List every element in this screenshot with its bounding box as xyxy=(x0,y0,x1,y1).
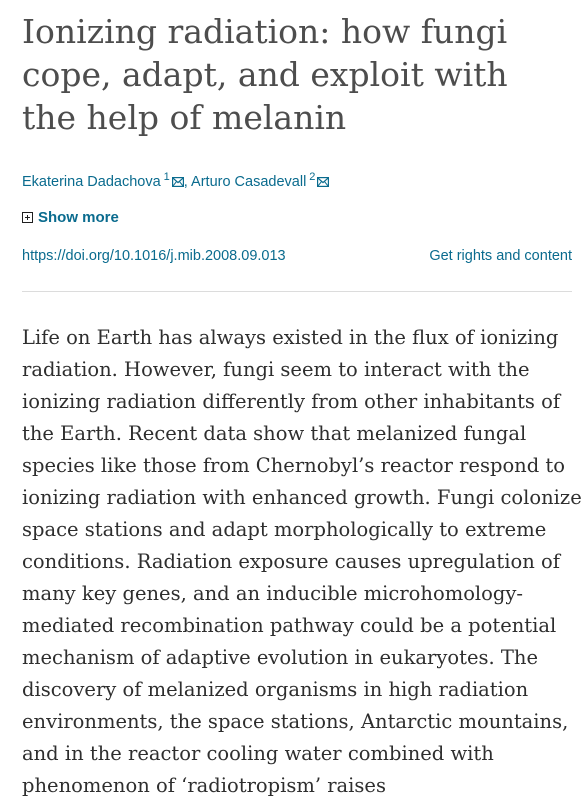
affiliation-marker: 2 xyxy=(309,171,316,184)
doi-link[interactable]: https://doi.org/10.1016/j.mib.2008.09.013 xyxy=(22,248,286,264)
abstract-text: Life on Earth has always existed in the flux of ionizing radiation. However, fungi seem to interact with the ionizing radiation differently from other inhabitants of the Earth. Recent data show that melanized fungal species like those from Chernobyl’s reactor respond to ionizing radiation with enhanced growth. Fungi colonize space stations and adapt morphologically to extreme conditions. Radiation exposure causes upregulation of many key genes, and an inducible microhomology-mediated recombination pathway could be a potential mechanism of adaptive evolution in eukaryotes. The discovery of melanized organisms in high radiation environments, the space stations, Antarctic mountains, and in the reactor cooling water combined with phenomenon of ‘radiotropism’ raises xyxy=(22,326,582,797)
envelope-icon[interactable] xyxy=(172,173,184,193)
affiliation-marker: 1 xyxy=(163,171,170,184)
author-list xyxy=(22,172,572,193)
author-link-dadachova[interactable] xyxy=(22,171,184,190)
envelope-icon[interactable] xyxy=(317,173,329,193)
show-more-button[interactable] xyxy=(22,209,119,226)
author-link-casadevall[interactable] xyxy=(191,171,329,190)
article-links xyxy=(22,248,572,264)
author-name: Arturo Casadevall xyxy=(191,174,307,190)
show-more-label: Show more xyxy=(38,209,119,226)
article-title: Ionizing radiation: how fungi cope, adapt, and exploit with the help of melanin xyxy=(22,12,508,137)
author-separator: , xyxy=(183,174,192,190)
article-page xyxy=(22,0,582,802)
section-divider xyxy=(22,291,572,292)
author-name: Ekaterina Dadachova xyxy=(22,174,161,190)
plus-square-icon xyxy=(22,212,33,223)
rights-link[interactable]: Get rights and content xyxy=(429,248,572,264)
